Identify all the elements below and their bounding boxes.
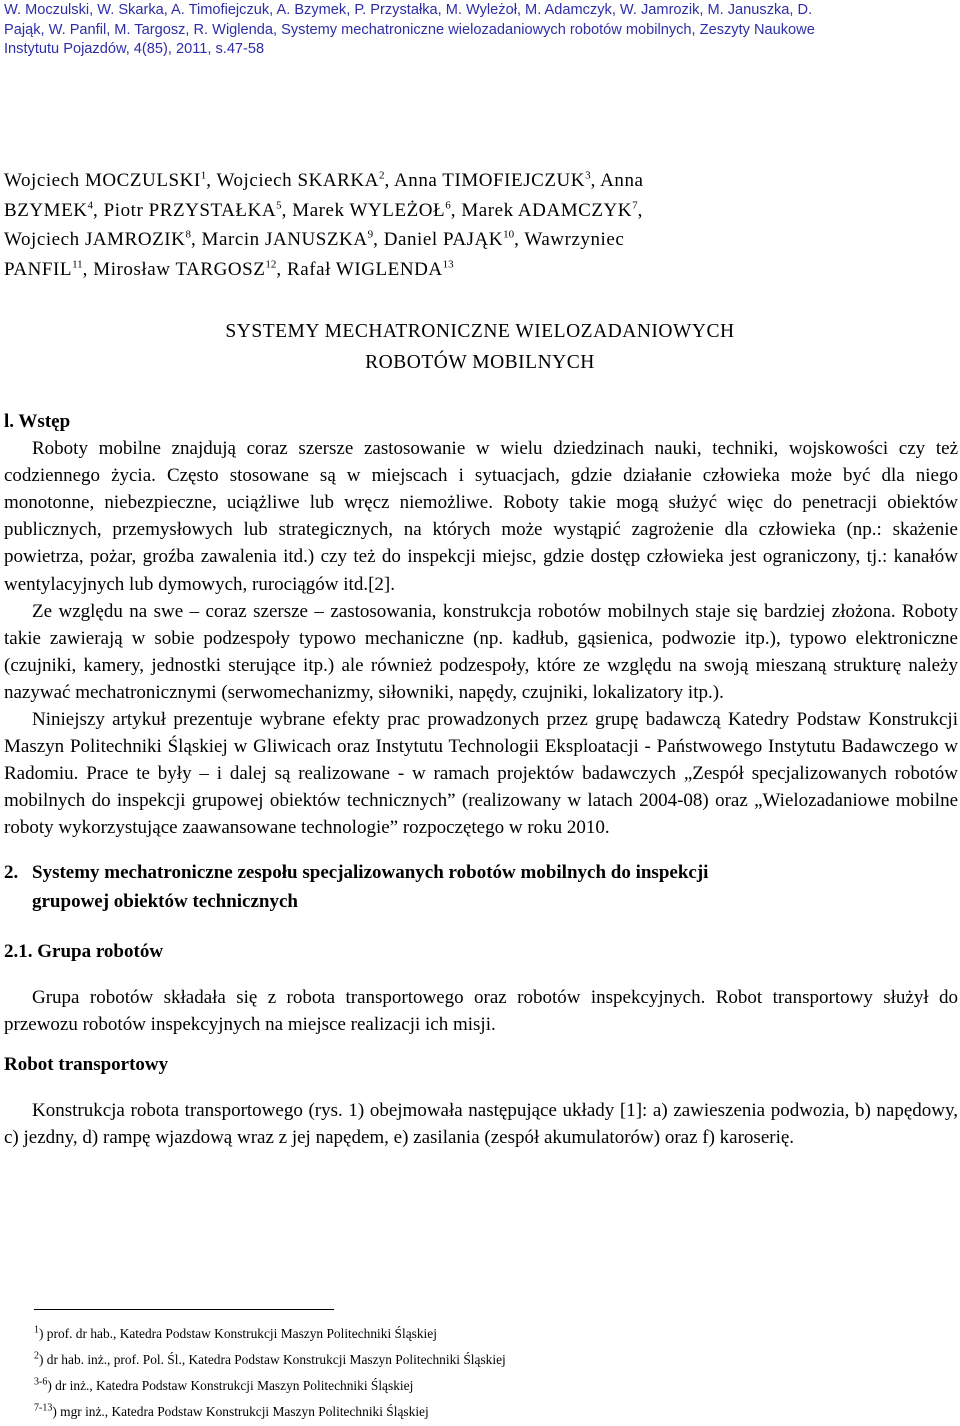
author-name: Mirosław TARGOSZ	[93, 258, 266, 280]
footnote-text: ) dr inż., Katedra Podstaw Konstrukcji Maszyn Politechniki Śląskiej	[47, 1378, 414, 1393]
footnote-mark: 2	[34, 1350, 39, 1362]
citation-header	[4, 1, 944, 60]
section-heading	[4, 859, 958, 915]
author-name-part: Wawrzyniec	[524, 229, 625, 251]
author-affiliation-mark: 2	[378, 169, 385, 182]
section-number: 2.	[4, 861, 19, 883]
author-name: Marek ADAMCZYK	[461, 199, 633, 221]
author-line: Wojciech MOCZULSKI$^1$, Wojciech SKARKA$^2$, Anna TIMOFIEJCZUK$^3$, Anna	[4, 169, 644, 191]
title-line: ROBOTÓW MOBILNYCH	[365, 352, 595, 373]
paper-title	[0, 316, 960, 378]
footnote-text: ) mgr inż., Katedra Podstaw Konstrukcji Maszyn Politechniki Śląskiej	[52, 1404, 429, 1419]
subsection-heading: 2.1. Grupa robotów	[4, 940, 164, 962]
author-affiliation-mark: 4	[87, 199, 94, 212]
citation-line: W. Moczulski, W. Skarka, A. Timofiejczuk, A. Bzymek, P. Przystałka, M. Wyleżoł, M. Adamczyk, W. Jamrozik, M. Januszka, D.	[4, 2, 813, 18]
author-affiliation-mark: 13	[442, 258, 454, 271]
paragraph: Ze względu na swe – coraz szersze – zastosowania, konstrukcja robotów mobilnych staje się bardziej złożona. Roboty takie zawierają w sobie podzespoły typowo mechaniczne (np. kadłub, gąsienica, podwozie itp.), typowo elektroniczne (czujniki, kamery, jednostki sterujące itp.) ale również podzespoły, które ze względu na swoją mieszaną strukturę należy nazywać mechatronicznymi (serwomechanizmy, siłowniki, napędy, czujniki, lokalizatory itp.).	[4, 600, 958, 703]
author-affiliation-mark: 9	[367, 228, 374, 241]
author-affiliation-mark: 3	[585, 169, 591, 182]
section-heading-text: Systemy mechatroniczne zespołu specjalizowanych robotów mobilnych do inspekcji	[32, 861, 709, 883]
footnote-text: ) dr hab. inż., prof. Pol. Śl., Katedra Podstaw Konstrukcji Maszyn Politechniki Śląskiej	[39, 1352, 506, 1367]
author-line: PANFIL$^{11}$, Mirosław TARGOSZ$^{12}$, Rafał WIGLENDA$^{13}$	[4, 258, 454, 280]
footnote	[34, 1321, 934, 1347]
author-name: Piotr PRZYSTAŁKA	[103, 199, 277, 221]
author-affiliation-mark: 6	[445, 199, 451, 212]
author-affiliation-mark: 5	[276, 199, 282, 212]
title-line: SYSTEMY MECHATRONICZNE WIELOZADANIOWYCH	[225, 321, 735, 342]
author-name: Wojciech SKARKA	[216, 170, 379, 191]
author-name-part: Anna	[600, 170, 644, 191]
author-affiliation-mark: 1	[200, 169, 207, 182]
author-affiliation-mark: 12	[265, 258, 277, 271]
author-affiliation-mark: 10	[503, 228, 515, 241]
footnotes	[34, 1321, 934, 1425]
body-text	[4, 408, 958, 1151]
author-name-part: PANFIL	[4, 258, 73, 280]
author-list	[4, 166, 944, 284]
paragraph: Grupa robotów składała się z robota transportowego oraz robotów inspekcyjnych. Robot transportowy służył do przewozu robotów inspekcyjnych na miejsce realizacji ich misji.	[4, 986, 958, 1035]
footnote-mark: 1	[34, 1324, 39, 1336]
author-name-part: BZYMEK	[4, 199, 88, 221]
footnote-mark: 3-6	[34, 1376, 48, 1388]
subsection-heading: Robot transportowy	[4, 1053, 169, 1075]
paragraph: Niniejszy artykuł prezentuje wybrane efekty prac prowadzonych przez grupę badawczą Katedry Podstaw Konstrukcji Maszyn Politechniki Śląskiej w Gliwicach oraz Instytutu Technologii Eksploatacji - Państwowego Instytutu Badawczego w Radomiu. Prace te były – i dalej są realizowane - w ramach projektów badawczych „Zespół specjalizowanych robotów mobilnych do inspekcji grupowej obiektów technicznych” (realizowany w latach 2004-08) oraz „Wielozadaniowe mobilne roboty wykorzystujące zaawansowane technologie” rozpoczętego w roku 2010.	[4, 709, 958, 839]
author-line: BZYMEK$^4$, Piotr PRZYSTAŁKA$^5$, Marek WYLEŻOŁ$^6$, Marek ADAMCZYK$^7$,	[4, 199, 643, 221]
footnote-mark: 7-13	[34, 1402, 53, 1414]
citation-line: Pająk, W. Panfil, M. Targosz, R. Wiglenda, Systemy mechatroniczne wielozadaniowych robotów mobilnych, Zeszyty Naukowe	[4, 21, 815, 38]
footnote	[34, 1399, 934, 1425]
author-name: Wojciech JAMROZIK	[4, 229, 186, 251]
author-line: Wojciech JAMROZIK$^8$, Marcin JANUSZKA$^9$, Daniel PAJĄK$^{10}$, Wawrzyniec	[4, 228, 625, 251]
section-heading-text: grupowej obiektów technicznych	[32, 890, 298, 912]
author-name: Wojciech MOCZULSKI	[4, 170, 201, 191]
author-name: Anna TIMOFIEJCZUK	[394, 170, 586, 191]
paragraph: Konstrukcja robota transportowego (rys. 1) obejmowała następujące układy [1]: a) zawieszenia podwozia, b) napędowy, c) jezdny, d) rampę wjazdową wraz z jej napędem, e) zasilania (zespół akumulatorów) oraz f) karoserię.	[4, 1100, 958, 1149]
footnote	[34, 1347, 934, 1373]
footnote-text: ) prof. dr hab., Katedra Podstaw Konstrukcji Maszyn Politechniki Śląskiej	[39, 1326, 437, 1341]
author-affiliation-mark: 8	[185, 228, 191, 241]
author-name: Daniel PAJĄK	[383, 229, 504, 251]
paragraph: Roboty mobilne znajdują coraz szersze zastosowanie w wielu dziedzinach nauki, techniki, wojskowości czy też codziennego życia. Często stosowane są w miejscach i sytuacjach, gdzie działanie człowieka może być dla niego monotonne, niebezpieczne, uciążliwe lub wręcz niemożliwe. Roboty takie mogą służyć więc do penetracji obiektów publicznych, przemysłowych lub strategicznych, na których może wystąpić zagrożenie dla człowieka (np.: skażenie powietrza, pożar, groźba zawalenia itd.) czy też do inspekcji miejsc, gdzie dostęp człowieka jest ograniczony, tj.: kanałów wentylacyjnych lub dymowych, rurociągów itd.[2].	[4, 438, 958, 595]
section-heading: l. Wstęp	[4, 411, 71, 432]
author-affiliation-mark: 11	[72, 258, 83, 271]
author-name: Rafał WIGLENDA	[287, 258, 443, 280]
author-affiliation-mark: 7	[632, 199, 638, 212]
citation-line: Instytutu Pojazdów, 4(85), 2011, s.47-58	[4, 41, 265, 57]
footnote	[34, 1373, 934, 1399]
author-name: Marcin JANUSZKA	[201, 229, 368, 251]
author-name: Marek WYLEŻOŁ	[292, 199, 446, 221]
footnote-separator	[34, 1309, 334, 1310]
